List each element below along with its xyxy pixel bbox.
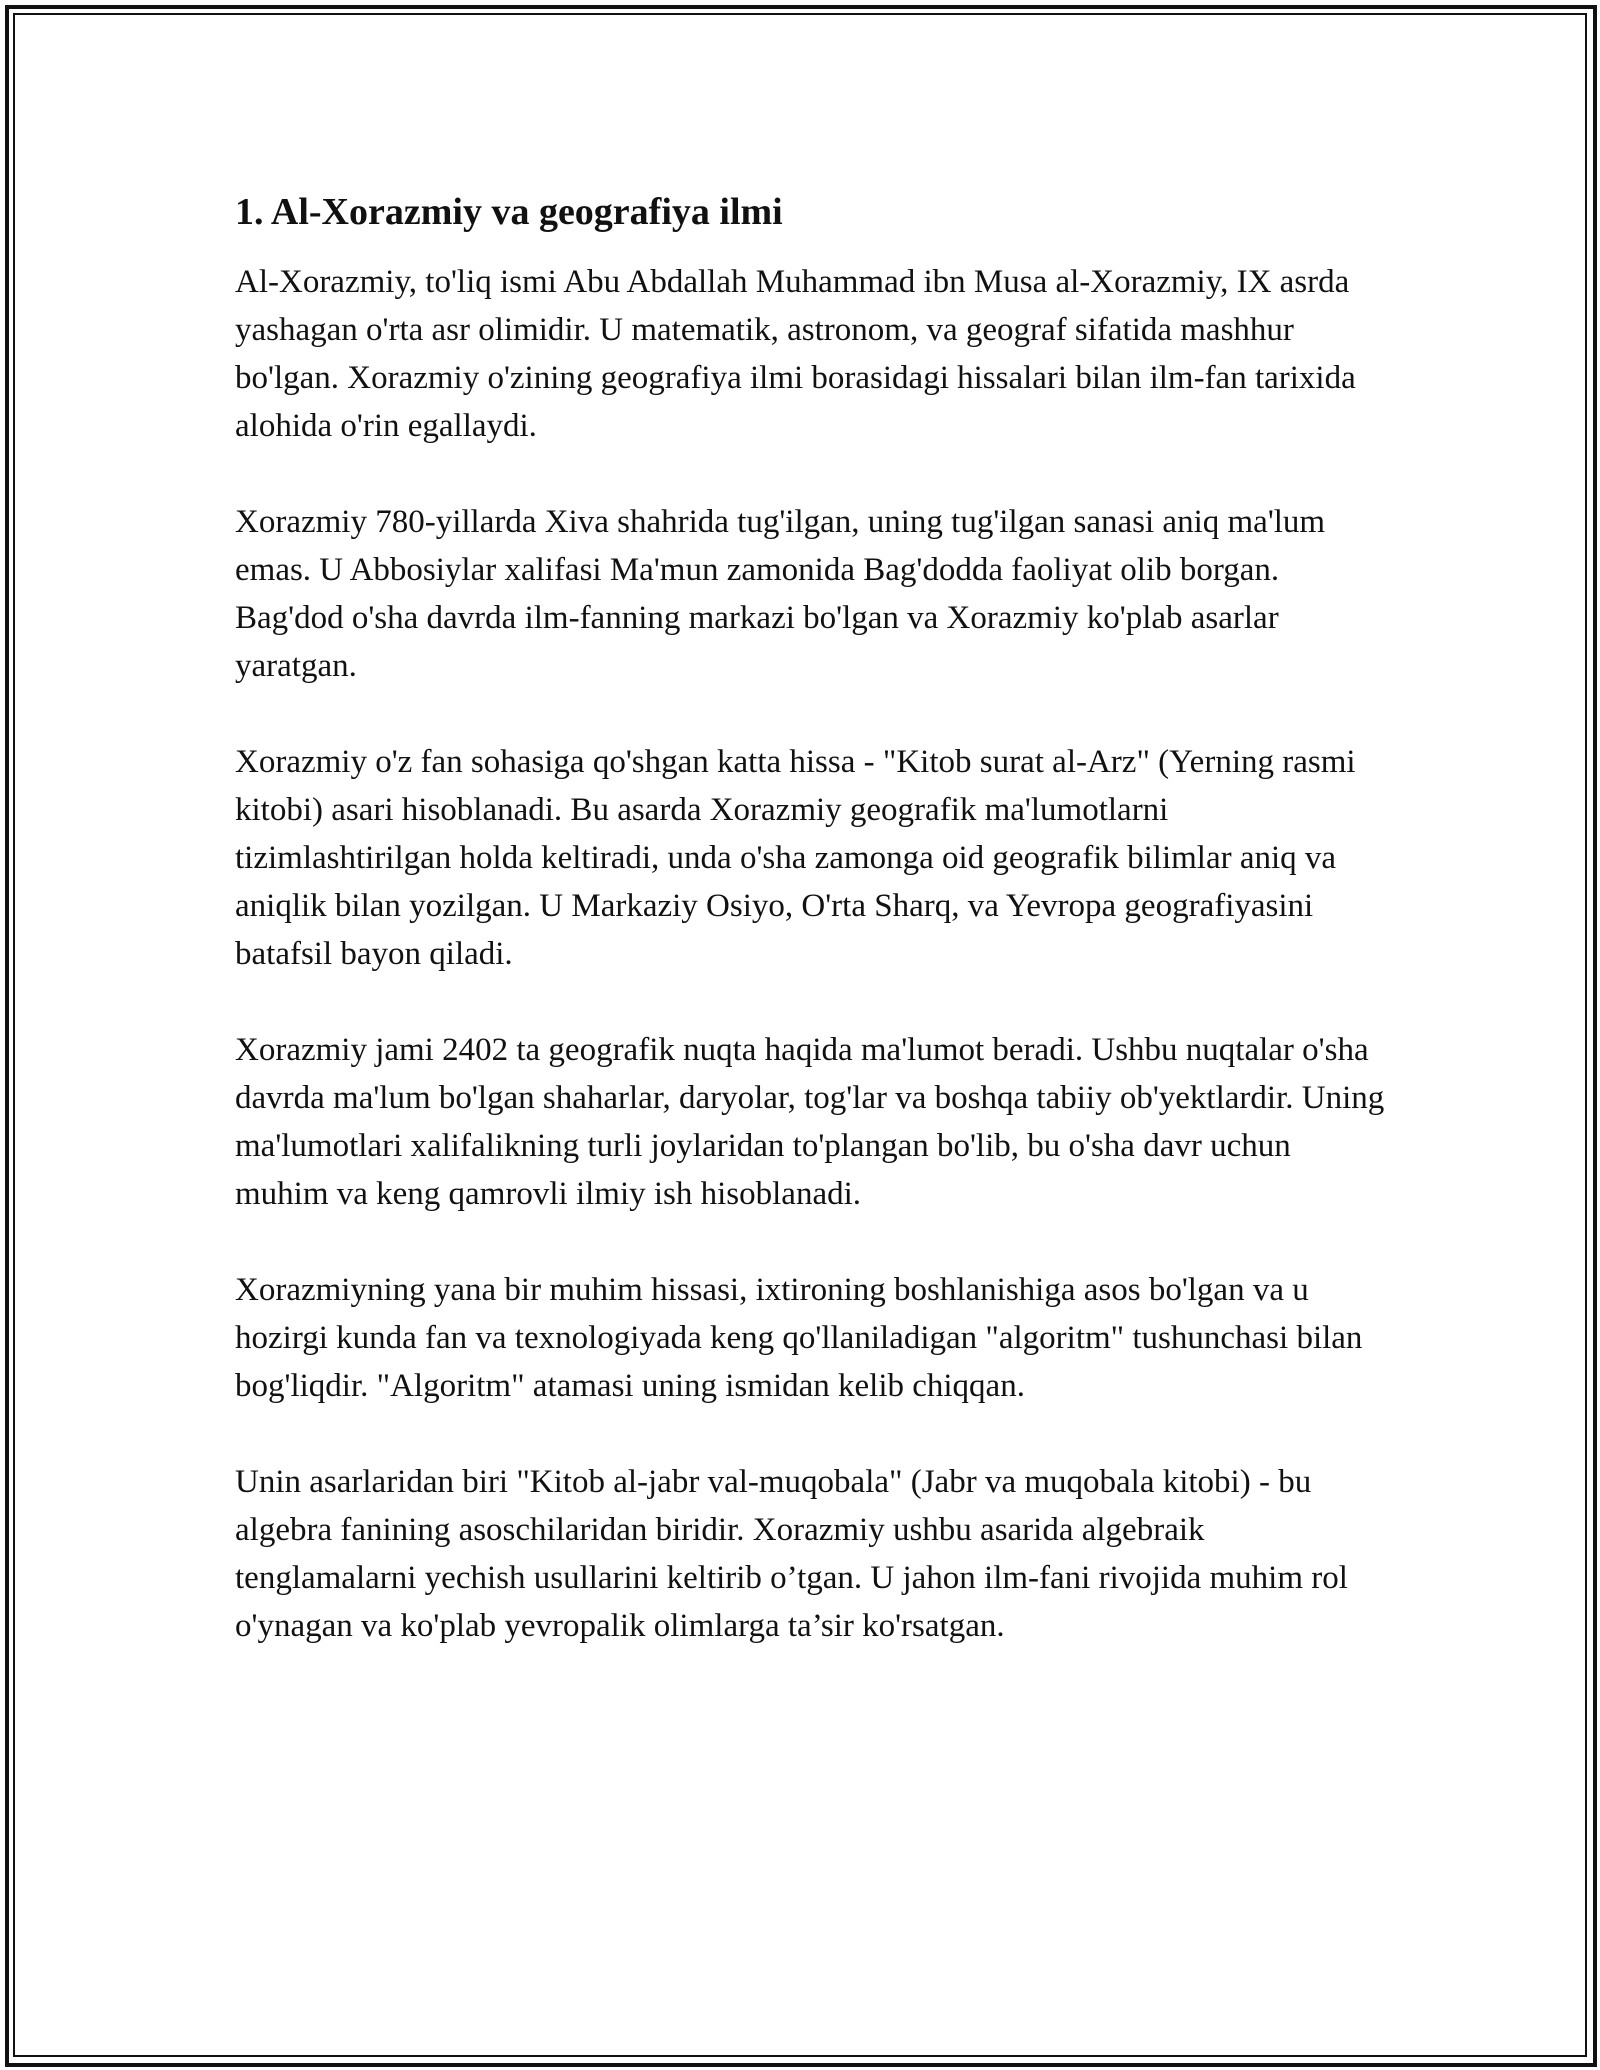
- paragraph-1: Al-Xorazmiy, to'liq ismi Abu Abdallah Muhammad ibn Musa al-Xorazmiy, IX asrda yashagan o'rta asr olimidir. U matematik, astronom, va geograf sifatida mashhur bo'lgan. Xorazmiy o'zining geografiya ilmi borasidagi hissalari bilan ilm-fan tarixida alohida o'rin egallaydi.: [235, 264, 1356, 444]
- paragraph-3: Xorazmiy o'z fan sohasiga qo'shgan katta hissa - "Kitob surat al-Arz" (Yerning rasmi kitobi) asari hisoblanadi. Bu asarda Xorazmiy geografik ma'lumotlarni tizimlashtirilgan holda keltiradi, unda o'sha zamonga oid geografik bilimlar aniq va aniqlik bilan yozilgan. U Markaziy Osiyo, O'rta Sharq, va Yevropa geografiyasini batafsil bayon qiladi.: [235, 744, 1356, 972]
- paragraph-6: Unin asarlaridan biri "Kitob al-jabr val-muqobala" (Jabr va muqobala kitobi) - bu algebra fanining asoschilaridan biridir. Xorazmiy ushbu asarida algebraik tenglamalarni yechish usullarini keltirib o’tgan. U jahon ilm-fani rivojida muhim rol o'ynagan va ko'plab yevropalik olimlarga ta’sir ko'rsatgan.: [235, 1464, 1348, 1644]
- section-heading: 1. Al-Xorazmiy va geografiya ilmi: [235, 191, 783, 233]
- paragraph-5: Xorazmiyning yana bir muhim hissasi, ixtironing boshlanishiga asos bo'lgan va u hozirgi kunda fan va texnologiyada keng qo'llaniladigan "algoritm" tushunchasi bilan bog'liqdir. "Algoritm" atamasi uning ismidan kelib chiqqan.: [235, 1272, 1363, 1404]
- document-body: [235, 188, 1385, 1698]
- paragraph-2: Xorazmiy 780-yillarda Xiva shahrida tug'ilgan, uning tug'ilgan sanasi aniq ma'lum emas. U Abbosiylar xalifasi Ma'mun zamonida Bag'dodda faoliyat olib borgan. Bag'dod o'sha davrda ilm-fanning markazi bo'lgan va Xorazmiy ko'plab asarlar yaratgan.: [235, 504, 1326, 684]
- paragraph-4: Xorazmiy jami 2402 ta geografik nuqta haqida ma'lumot beradi. Ushbu nuqtalar o'sha davrda ma'lum bo'lgan shaharlar, daryolar, tog'lar va boshqa tabiiy ob'yektlardir. Uning ma'lumotlari xalifalikning turli joylaridan to'plangan bo'lib, bu o'sha davr uchun muhim va keng qamrovli ilmiy ish hisoblanadi.: [235, 1032, 1385, 1212]
